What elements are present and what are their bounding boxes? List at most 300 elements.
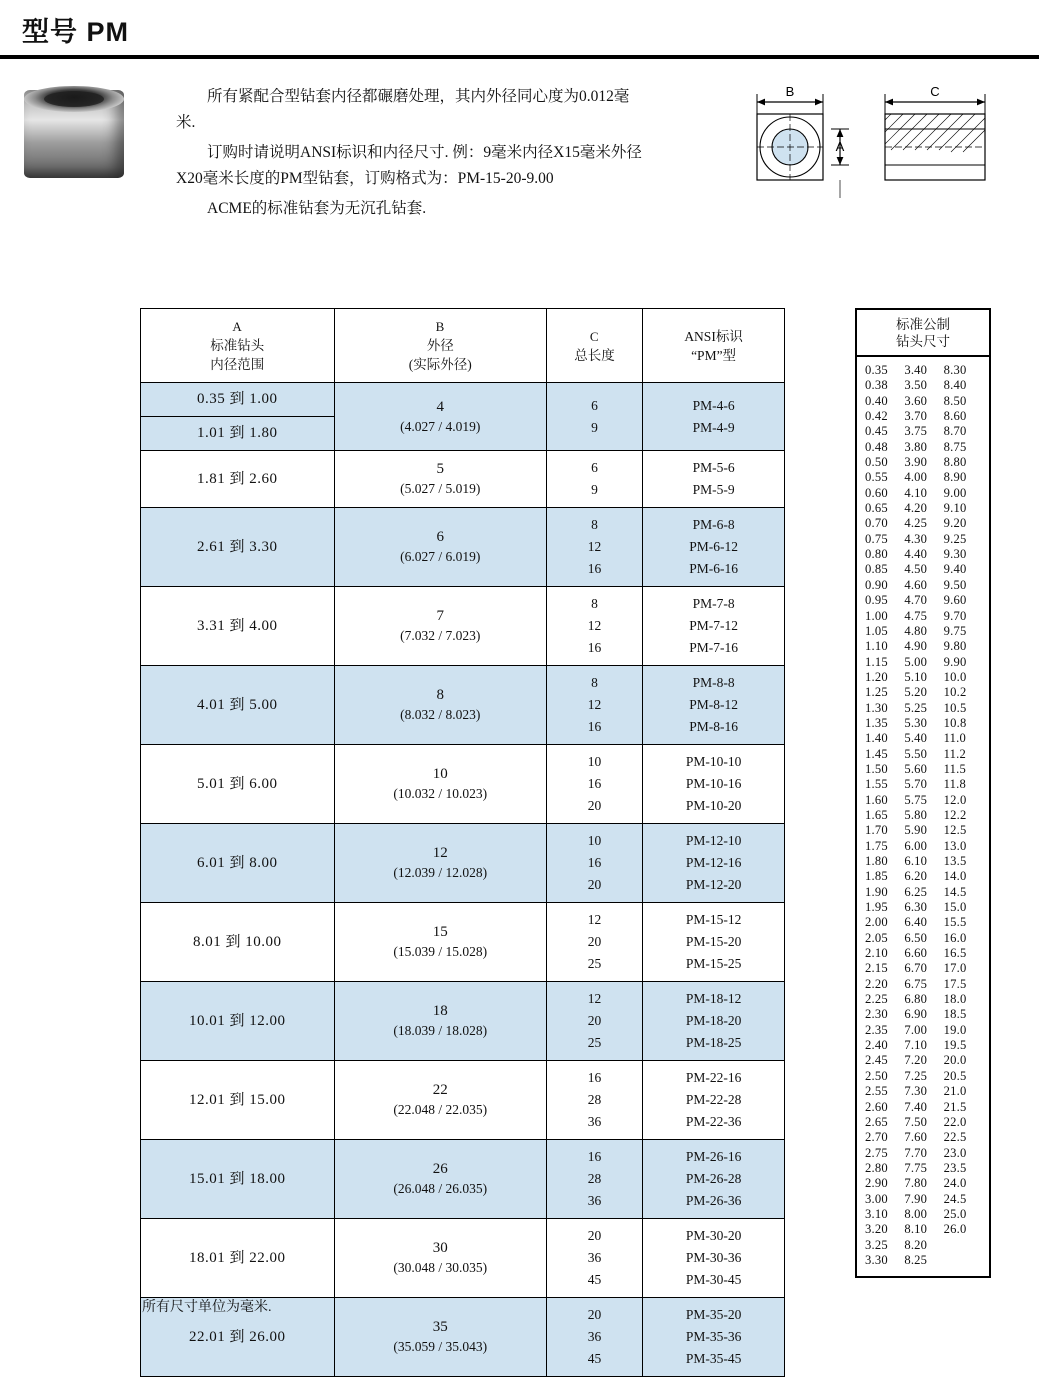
metric-col-2: 6.90 (904, 1007, 928, 1022)
metric-row (865, 1238, 983, 1253)
metric-row (865, 1084, 983, 1099)
metric-col-3: 8.70 (943, 424, 967, 439)
header-line1-ansi: ANSI标识 (684, 328, 743, 344)
metric-col-2: 8.00 (904, 1206, 928, 1221)
metric-col-1: 2.90 (865, 1176, 888, 1191)
metric-col-1: 3.10 (865, 1206, 888, 1221)
metric-col-2: 5.00 (904, 654, 928, 669)
metric-col-3: 9.60 (943, 593, 967, 608)
metric-col-1: 3.00 (865, 1191, 888, 1206)
metric-title-line2: 钻头尺寸 (896, 334, 950, 349)
cell-ansi-designation: PM-8-8 PM-8-12 PM-8-16 (643, 666, 785, 745)
cell-bore-range: 3.31 到 4.00 (141, 587, 335, 666)
metric-col-1: 1.35 (865, 715, 888, 730)
metric-col-1: 1.50 (865, 761, 888, 776)
intro-paragraph-2: 订购时请说明ANSI标识和内径尺寸. 例：9毫米内径X15毫米外径X20毫米长度的PM型钻套，订购格式为：PM-15-20-9.00 (176, 144, 642, 187)
metric-row (865, 455, 983, 470)
metric-col-2: 3.40 (904, 363, 928, 377)
column-header-c (546, 309, 642, 383)
cell-length: 8 12 16 (546, 508, 642, 587)
cell-outer-diameter: 12 (12.039 / 12.028) (334, 824, 546, 903)
intro-text (176, 84, 646, 222)
cell-length: 12 20 25 (546, 982, 642, 1061)
metric-col-2: 3.75 (904, 424, 928, 439)
metric-col-1: 2.00 (865, 915, 888, 930)
metric-col-1: 0.40 (865, 393, 888, 408)
table-row (141, 903, 785, 982)
metric-row (865, 915, 983, 930)
cell-ansi-designation: PM-30-20 PM-30-36 PM-30-45 (643, 1219, 785, 1298)
cell-bore-range: 22.01 到 26.00 (141, 1298, 335, 1377)
cell-bore-range: 15.01 到 18.00 (141, 1140, 335, 1219)
metric-col-2: 6.50 (904, 930, 928, 945)
table-row (141, 508, 785, 587)
metric-col-3: 11.0 (943, 731, 967, 746)
metric-row (865, 823, 983, 838)
cell-length: 12 20 25 (546, 903, 642, 982)
metric-col-1: 2.35 (865, 1022, 888, 1037)
metric-col-3: 23.0 (943, 1145, 967, 1160)
metric-col-2: 5.20 (904, 685, 928, 700)
metric-row (865, 424, 983, 439)
column-header-b (334, 309, 546, 383)
metric-row (865, 869, 983, 884)
metric-row (865, 378, 983, 393)
metric-row (865, 1192, 983, 1207)
metric-col-2: 5.50 (904, 746, 928, 761)
metric-col-3: 9.20 (943, 516, 967, 531)
metric-col-3: 9.70 (943, 608, 967, 623)
cell-ansi-designation: PM-35-20 PM-35-36 PM-35-45 (643, 1298, 785, 1377)
metric-col-3: 13.5 (943, 854, 967, 868)
metric-col-1: 3.25 (865, 1237, 888, 1252)
metric-col-1: 2.70 (865, 1130, 888, 1145)
cell-bore-range: 6.01 到 8.00 (141, 824, 335, 903)
diagram-label-a: A (835, 139, 845, 154)
metric-col-2: 4.70 (904, 593, 928, 608)
metric-row (865, 961, 983, 976)
metric-col-1: 1.25 (865, 685, 888, 700)
cell-outer-diameter: 35 (35.059 / 35.043) (334, 1298, 546, 1377)
metric-col-3: 15.0 (943, 900, 967, 915)
cell-outer-diameter: 4 (4.027 / 4.019) (334, 383, 546, 451)
metric-row (865, 409, 983, 424)
header-letter-b: B (435, 319, 445, 334)
technical-diagram (735, 80, 1025, 215)
table-row (141, 1219, 785, 1298)
metric-col-3: 10.8 (943, 715, 967, 730)
cell-bore-range: 0.35 到 1.00 (141, 383, 335, 417)
metric-row (865, 501, 983, 516)
metric-col-3: 20.0 (943, 1053, 967, 1068)
metric-col-1: 0.65 (865, 501, 888, 516)
table-row (141, 982, 785, 1061)
metric-col-2: 7.70 (904, 1145, 928, 1160)
cell-outer-diameter: 7 (7.032 / 7.023) (334, 587, 546, 666)
metric-col-1: 2.80 (865, 1160, 888, 1175)
metric-col-1: 0.85 (865, 562, 888, 577)
metric-col-1: 2.60 (865, 1099, 888, 1114)
table-body (141, 383, 785, 1377)
header-line1-b: 外径 (426, 338, 454, 353)
metric-col-2: 3.80 (904, 439, 928, 454)
metric-col-3: 8.75 (943, 439, 967, 454)
metric-col-2: 3.90 (904, 455, 928, 470)
cell-bore-range: 5.01 到 6.00 (141, 745, 335, 824)
metric-col-2: 7.10 (904, 1038, 928, 1053)
metric-col-1: 0.60 (865, 485, 888, 500)
table-row (141, 451, 785, 508)
metric-row (865, 777, 983, 792)
metric-col-2: 4.00 (904, 470, 928, 485)
metric-col-1: 1.05 (865, 623, 888, 638)
metric-col-2: 6.10 (904, 854, 928, 868)
metric-col-1: 2.75 (865, 1145, 888, 1160)
metric-col-3: 12.5 (943, 823, 967, 838)
metric-col-1: 2.30 (865, 1007, 888, 1022)
cell-bore-range: 1.01 到 1.80 (141, 417, 335, 451)
metric-col-2: 4.80 (904, 623, 928, 638)
metric-row (865, 578, 983, 593)
metric-row (865, 562, 983, 577)
metric-col-3: 17.0 (943, 961, 967, 976)
metric-col-2: 4.40 (904, 547, 928, 562)
metric-col-3: 9.75 (943, 623, 967, 638)
metric-row (865, 793, 983, 808)
metric-col-3: 22.5 (943, 1130, 967, 1145)
metric-col-2: 5.60 (904, 761, 928, 776)
metric-col-1: 1.60 (865, 792, 888, 807)
metric-col-1: 1.70 (865, 823, 888, 838)
cell-ansi-designation: PM-7-8 PM-7-12 PM-7-16 (643, 587, 785, 666)
metric-col-3: 9.40 (943, 562, 967, 577)
cell-ansi-designation: PM-10-10 PM-10-16 PM-10-20 (643, 745, 785, 824)
metric-col-3: 19.5 (943, 1038, 967, 1053)
metric-col-1: 2.15 (865, 961, 888, 976)
metric-col-1: 0.42 (865, 409, 888, 424)
table-row (141, 383, 785, 417)
product-photo (18, 82, 136, 192)
header-divider (0, 55, 1039, 59)
header-letter-c: C (589, 328, 600, 344)
metric-col-1: 0.80 (865, 547, 888, 562)
metric-row (865, 1069, 983, 1084)
specification-table (140, 308, 785, 1377)
cell-length: 8 12 16 (546, 587, 642, 666)
metric-row (865, 1222, 983, 1237)
cell-bore-range: 2.61 到 3.30 (141, 508, 335, 587)
metric-row (865, 440, 983, 455)
metric-col-2: 5.25 (904, 700, 928, 715)
metric-row (865, 747, 983, 762)
cell-length: 16 28 36 (546, 1140, 642, 1219)
metric-col-1: 0.55 (865, 470, 888, 485)
metric-row (865, 731, 983, 746)
metric-col-3: 24.0 (943, 1176, 967, 1191)
metric-col-2: 3.50 (904, 378, 928, 393)
metric-col-2: 7.20 (904, 1053, 928, 1068)
metric-col-1: 1.40 (865, 731, 888, 746)
cell-bore-range: 4.01 到 5.00 (141, 666, 335, 745)
metric-col-1: 0.38 (865, 378, 888, 393)
intro-paragraph-3: ACME的标准钻套为无沉孔钻套. (207, 200, 427, 217)
metric-col-3: 10.0 (943, 669, 967, 684)
cell-outer-diameter: 22 (22.048 / 22.035) (334, 1061, 546, 1140)
metric-col-1: 0.48 (865, 439, 888, 454)
cell-outer-diameter: 5 (5.027 / 5.019) (334, 451, 546, 508)
metric-col-2: 6.20 (904, 869, 928, 884)
metric-col-3: 17.5 (943, 976, 967, 991)
metric-col-2: 5.40 (904, 731, 928, 746)
metric-col-2: 7.30 (904, 1084, 928, 1099)
metric-col-1: 1.65 (865, 807, 888, 822)
cell-outer-diameter: 10 (10.032 / 10.023) (334, 745, 546, 824)
metric-row (865, 977, 983, 992)
metric-row (865, 1146, 983, 1161)
metric-col-1: 3.20 (865, 1222, 888, 1237)
metric-row (865, 1115, 983, 1130)
metric-col-3: 14.0 (943, 869, 967, 884)
header-line1-c: 总长度 (574, 347, 615, 363)
metric-row (865, 1053, 983, 1068)
metric-col-2: 6.80 (904, 992, 928, 1007)
metric-col-2: 4.75 (904, 608, 928, 623)
metric-col-3: 20.5 (943, 1068, 967, 1083)
metric-col-3: 10.5 (943, 700, 967, 715)
metric-col-1: 0.45 (865, 424, 888, 439)
metric-col-3: 14.5 (943, 884, 967, 899)
metric-row (865, 716, 983, 731)
metric-row (865, 1253, 983, 1268)
metric-col-2: 4.60 (904, 577, 928, 592)
cell-outer-diameter: 6 (6.027 / 6.019) (334, 508, 546, 587)
header-line2-b: (实际外径) (408, 357, 472, 372)
footnote: 所有尺寸单位为毫米. (142, 1300, 272, 1315)
metric-row (865, 839, 983, 854)
table-row (141, 587, 785, 666)
metric-col-2: 7.90 (904, 1191, 928, 1206)
table-row (141, 1140, 785, 1219)
metric-row (865, 808, 983, 823)
metric-col-3: 25.0 (943, 1206, 967, 1221)
metric-col-1: 1.75 (865, 838, 888, 853)
cell-ansi-designation: PM-12-10 PM-12-16 PM-12-20 (643, 824, 785, 903)
metric-table-body (857, 357, 989, 1276)
metric-col-2: 6.70 (904, 961, 928, 976)
metric-row (865, 547, 983, 562)
metric-col-3: 18.5 (943, 1007, 967, 1022)
header-line2-ansi: “PM”型 (691, 347, 737, 363)
metric-col-3: 12.2 (943, 807, 967, 822)
metric-col-2: 7.40 (904, 1099, 928, 1114)
metric-col-3: 11.2 (943, 746, 967, 761)
metric-row (865, 1023, 983, 1038)
metric-col-2: 8.20 (904, 1237, 928, 1252)
metric-row (865, 1007, 983, 1022)
metric-row (865, 762, 983, 777)
metric-col-2: 5.10 (904, 669, 928, 684)
metric-row (865, 992, 983, 1007)
metric-col-3: 8.90 (943, 470, 967, 485)
metric-row (865, 532, 983, 547)
metric-col-3: 9.10 (943, 501, 967, 516)
metric-col-2: 6.25 (904, 884, 928, 899)
cell-outer-diameter: 15 (15.039 / 15.028) (334, 903, 546, 982)
metric-col-2: 8.10 (904, 1222, 928, 1237)
metric-col-1: 1.00 (865, 608, 888, 623)
metric-col-1: 0.75 (865, 531, 888, 546)
metric-col-2: 4.10 (904, 485, 928, 500)
metric-row (865, 394, 983, 409)
metric-col-3: 9.80 (943, 639, 967, 654)
cell-ansi-designation: PM-26-16 PM-26-28 PM-26-36 (643, 1140, 785, 1219)
metric-col-3: 9.00 (943, 485, 967, 500)
metric-col-1: 0.50 (865, 455, 888, 470)
metric-col-2: 7.75 (904, 1160, 928, 1175)
table-row (141, 824, 785, 903)
metric-row (865, 1176, 983, 1191)
metric-col-2: 3.70 (904, 409, 928, 424)
metric-row (865, 900, 983, 915)
diagram-label-c: C (930, 84, 940, 99)
metric-row (865, 854, 983, 869)
metric-col-2: 7.60 (904, 1130, 928, 1145)
metric-col-2: 3.60 (904, 393, 928, 408)
metric-col-1: 1.95 (865, 900, 888, 915)
metric-row (865, 1038, 983, 1053)
metric-col-1: 1.85 (865, 869, 888, 884)
metric-col-2: 6.75 (904, 976, 928, 991)
metric-col-3: 12.0 (943, 792, 967, 807)
metric-col-3: 8.60 (943, 409, 967, 424)
metric-row (865, 486, 983, 501)
page-title: 型号 PM (22, 17, 130, 47)
metric-col-1: 0.95 (865, 593, 888, 608)
metric-row (865, 593, 983, 608)
metric-row (865, 885, 983, 900)
metric-col-2: 8.25 (904, 1252, 928, 1267)
metric-col-3: 11.8 (943, 777, 967, 792)
diagram-label-b: B (785, 84, 795, 99)
metric-col-2: 7.00 (904, 1022, 928, 1037)
table-header-row (141, 309, 785, 383)
metric-col-1: 0.90 (865, 577, 888, 592)
metric-col-1: 2.50 (865, 1068, 888, 1083)
metric-col-2: 4.20 (904, 501, 928, 516)
cell-outer-diameter: 30 (30.048 / 30.035) (334, 1219, 546, 1298)
intro-paragraph-1: 所有紧配合型钻套内径都碾磨处理，其内外径同心度为0.012毫米. (176, 88, 630, 131)
metric-col-1: 1.10 (865, 639, 888, 654)
metric-row (865, 639, 983, 654)
cell-ansi-designation: PM-22-16 PM-22-28 PM-22-36 (643, 1061, 785, 1140)
metric-col-2: 7.80 (904, 1176, 928, 1191)
metric-col-2: 5.30 (904, 715, 928, 730)
metric-col-3: 22.0 (943, 1114, 967, 1129)
metric-col-1: 0.70 (865, 516, 888, 531)
metric-row (865, 470, 983, 485)
metric-col-1: 2.55 (865, 1084, 888, 1099)
metric-col-3: 21.0 (943, 1084, 967, 1099)
cell-length: 8 12 16 (546, 666, 642, 745)
cell-outer-diameter: 18 (18.039 / 18.028) (334, 982, 546, 1061)
cell-bore-range: 1.81 到 2.60 (141, 451, 335, 508)
metric-col-3: 8.30 (943, 363, 967, 377)
metric-col-3: 10.2 (943, 685, 967, 700)
metric-col-3: 23.5 (943, 1160, 967, 1175)
metric-table-title (857, 310, 989, 357)
metric-col-1: 1.55 (865, 777, 888, 792)
metric-col-1: 1.20 (865, 669, 888, 684)
metric-col-1: 1.30 (865, 700, 888, 715)
metric-col-2: 6.60 (904, 946, 928, 961)
metric-row (865, 931, 983, 946)
metric-col-3: 16.5 (943, 946, 967, 961)
cell-ansi-designation: PM-18-12 PM-18-20 PM-18-25 (643, 982, 785, 1061)
cell-bore-range: 18.01 到 22.00 (141, 1219, 335, 1298)
cell-length: 6 9 (546, 451, 642, 508)
metric-row (865, 701, 983, 716)
cell-ansi-designation: PM-4-6 PM-4-9 (643, 383, 785, 451)
cell-length: 20 36 45 (546, 1298, 642, 1377)
metric-row (865, 670, 983, 685)
diagram-svg (735, 80, 1025, 215)
cell-length: 20 36 45 (546, 1219, 642, 1298)
metric-col-1: 1.80 (865, 854, 888, 868)
cell-length: 6 9 (546, 383, 642, 451)
cell-ansi-designation: PM-15-12 PM-15-20 PM-15-25 (643, 903, 785, 982)
cell-bore-range: 8.01 到 10.00 (141, 903, 335, 982)
metric-col-1: 2.05 (865, 930, 888, 945)
metric-row (865, 1207, 983, 1222)
metric-col-3: 18.0 (943, 992, 967, 1007)
metric-col-3 (944, 1238, 983, 1253)
metric-row (865, 1130, 983, 1145)
metric-col-3: 9.50 (943, 577, 967, 592)
metric-row (865, 516, 983, 531)
metric-col-2: 5.75 (904, 792, 928, 807)
metric-col-3: 16.0 (943, 930, 967, 945)
metric-title-line1: 标准公制 (896, 317, 950, 332)
metric-col-1: 2.40 (865, 1038, 888, 1053)
metric-col-3: 24.5 (943, 1191, 967, 1206)
metric-col-2: 7.50 (904, 1114, 928, 1129)
metric-row (865, 624, 983, 639)
metric-col-3: 15.5 (943, 915, 967, 930)
cell-bore-range: 12.01 到 15.00 (141, 1061, 335, 1140)
metric-col-3: 13.0 (943, 838, 967, 853)
metric-col-1: 1.15 (865, 654, 888, 669)
metric-col-1: 2.20 (865, 976, 888, 991)
column-header-a (141, 309, 335, 383)
metric-col-3: 9.90 (943, 654, 967, 669)
metric-col-2: 5.80 (904, 807, 928, 822)
header-letter-a: A (232, 319, 243, 334)
table-head (141, 309, 785, 383)
metric-row (865, 363, 983, 378)
metric-row (865, 655, 983, 670)
metric-row (865, 609, 983, 624)
metric-col-2: 6.40 (904, 915, 928, 930)
metric-col-1: 2.65 (865, 1114, 888, 1129)
metric-row (865, 685, 983, 700)
cell-length: 10 16 20 (546, 824, 642, 903)
cell-length: 16 28 36 (546, 1061, 642, 1140)
column-header-ansi (643, 309, 785, 383)
metric-col-1: 1.45 (865, 746, 888, 761)
metric-col-3: 8.40 (943, 378, 967, 393)
metric-col-3 (944, 1253, 983, 1268)
metric-row (865, 1161, 983, 1176)
